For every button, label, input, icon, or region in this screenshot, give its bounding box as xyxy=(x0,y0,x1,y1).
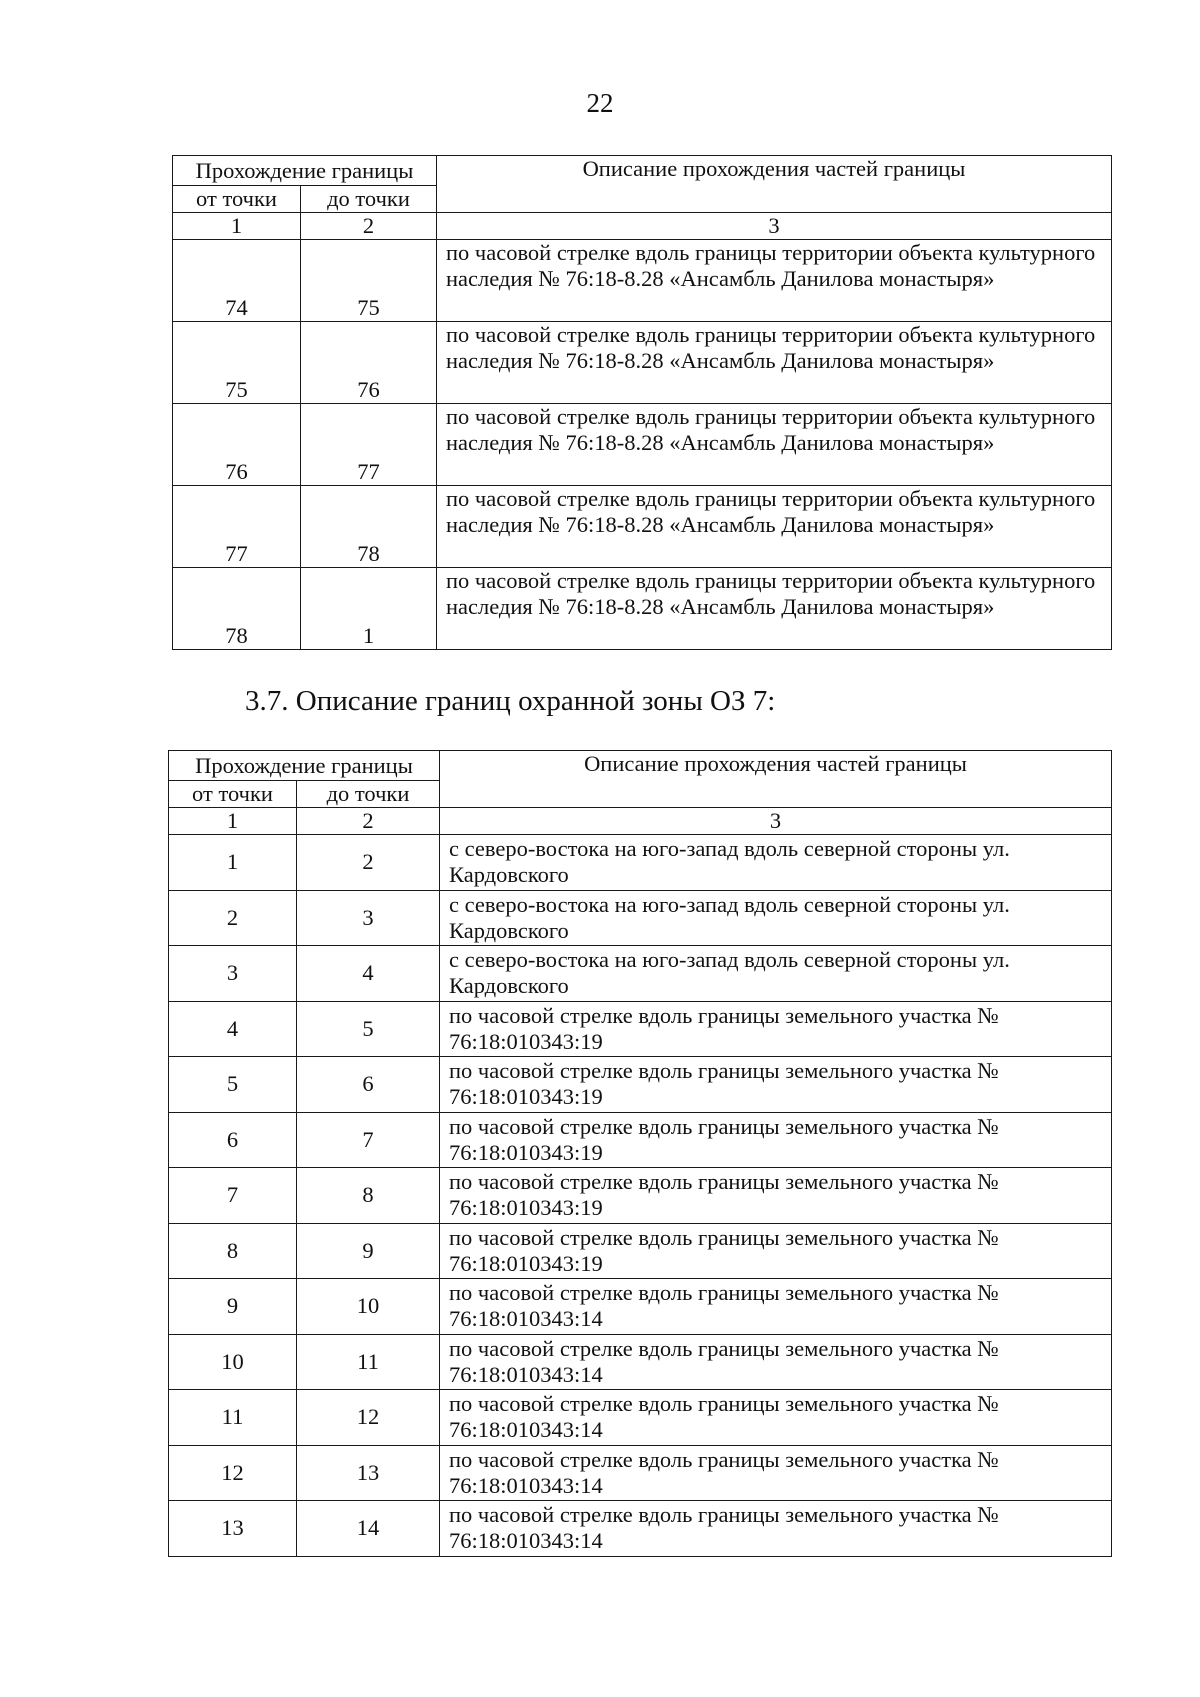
section-heading: 3.7. Описание границ охранной зоны ОЗ 7: xyxy=(245,685,776,717)
header-description: Описание прохождения частей границы xyxy=(437,156,1112,213)
description-cell: с северо-востока на юго-запад вдоль северной стороны ул. Кардовского xyxy=(440,946,1112,1002)
column-number: 1 xyxy=(173,213,301,240)
to-point-cell: 77 xyxy=(301,404,437,486)
to-point-cell: 7 xyxy=(297,1112,440,1168)
column-number: 3 xyxy=(440,808,1112,835)
column-number: 3 xyxy=(437,213,1112,240)
from-point-cell: 6 xyxy=(169,1112,297,1168)
to-point-cell: 76 xyxy=(301,322,437,404)
table-row xyxy=(173,568,1112,650)
column-number: 1 xyxy=(169,808,297,835)
to-point-cell: 2 xyxy=(297,835,440,891)
from-point-cell: 13 xyxy=(169,1501,297,1557)
table-row xyxy=(173,322,1112,404)
to-point-cell: 5 xyxy=(297,1001,440,1057)
description-cell: с северо-востока на юго-запад вдоль северной стороны ул. Кардовского xyxy=(440,890,1112,946)
from-point-cell: 7 xyxy=(169,1168,297,1224)
description-cell: по часовой стрелке вдоль границы земельного участка № 76:18:010343:14 xyxy=(440,1445,1112,1501)
description-cell: по часовой стрелке вдоль границы территории объекта культурного наследия № 76:18-8.28 «Ансамбль Данилова монастыря» xyxy=(437,322,1112,404)
header-description: Описание прохождения частей границы xyxy=(440,751,1112,808)
description-cell: по часовой стрелке вдоль границы земельного участка № 76:18:010343:14 xyxy=(440,1390,1112,1446)
to-point-cell: 1 xyxy=(301,568,437,650)
table-row xyxy=(169,1501,1112,1557)
to-point-cell: 10 xyxy=(297,1279,440,1335)
from-point-cell: 12 xyxy=(169,1445,297,1501)
boundary-table-2 xyxy=(168,750,1112,1557)
description-cell: по часовой стрелке вдоль границы земельного участка № 76:18:010343:14 xyxy=(440,1279,1112,1335)
description-cell: по часовой стрелке вдоль границы земельного участка № 76:18:010343:19 xyxy=(440,1057,1112,1113)
column-number: 2 xyxy=(301,213,437,240)
table-row xyxy=(169,1445,1112,1501)
table-row xyxy=(173,240,1112,322)
description-cell: по часовой стрелке вдоль границы территории объекта культурного наследия № 76:18-8.28 «Ансамбль Данилова монастыря» xyxy=(437,404,1112,486)
description-cell: по часовой стрелке вдоль границы земельного участка № 76:18:010343:14 xyxy=(440,1334,1112,1390)
table-row xyxy=(169,1168,1112,1224)
from-point-cell: 75 xyxy=(173,322,301,404)
header-from-point: от точки xyxy=(169,781,297,808)
table-row xyxy=(173,486,1112,568)
from-point-cell: 76 xyxy=(173,404,301,486)
description-cell: по часовой стрелке вдоль границы земельного участка № 76:18:010343:19 xyxy=(440,1001,1112,1057)
to-point-cell: 11 xyxy=(297,1334,440,1390)
from-point-cell: 5 xyxy=(169,1057,297,1113)
table-row xyxy=(169,1334,1112,1390)
description-cell: с северо-востока на юго-запад вдоль северной стороны ул. Кардовского xyxy=(440,835,1112,891)
to-point-cell: 6 xyxy=(297,1057,440,1113)
description-cell: по часовой стрелке вдоль границы земельного участка № 76:18:010343:19 xyxy=(440,1168,1112,1224)
header-from-point: от точки xyxy=(173,186,301,213)
to-point-cell: 3 xyxy=(297,890,440,946)
description-cell: по часовой стрелке вдоль границы земельного участка № 76:18:010343:19 xyxy=(440,1112,1112,1168)
to-point-cell: 9 xyxy=(297,1223,440,1279)
table-row xyxy=(169,946,1112,1002)
to-point-cell: 8 xyxy=(297,1168,440,1224)
description-cell: по часовой стрелке вдоль границы территории объекта культурного наследия № 76:18-8.28 «Ансамбль Данилова монастыря» xyxy=(437,240,1112,322)
table-header-row xyxy=(173,156,1112,186)
header-to-point: до точки xyxy=(297,781,440,808)
header-passage: Прохождение границы xyxy=(169,751,440,781)
table-row xyxy=(169,835,1112,891)
to-point-cell: 75 xyxy=(301,240,437,322)
from-point-cell: 78 xyxy=(173,568,301,650)
to-point-cell: 78 xyxy=(301,486,437,568)
description-cell: по часовой стрелке вдоль границы территории объекта культурного наследия № 76:18-8.28 «Ансамбль Данилова монастыря» xyxy=(437,568,1112,650)
page-number: 22 xyxy=(586,88,614,118)
table-row xyxy=(173,404,1112,486)
column-number-row xyxy=(169,808,1112,835)
column-number: 2 xyxy=(297,808,440,835)
table-row xyxy=(169,1057,1112,1113)
column-number-row xyxy=(173,213,1112,240)
to-point-cell: 12 xyxy=(297,1390,440,1446)
table-row xyxy=(169,1112,1112,1168)
from-point-cell: 2 xyxy=(169,890,297,946)
to-point-cell: 13 xyxy=(297,1445,440,1501)
description-cell: по часовой стрелке вдоль границы земельного участка № 76:18:010343:19 xyxy=(440,1223,1112,1279)
header-to-point: до точки xyxy=(301,186,437,213)
header-passage: Прохождение границы xyxy=(173,156,437,186)
description-cell: по часовой стрелке вдоль границы территории объекта культурного наследия № 76:18-8.28 «Ансамбль Данилова монастыря» xyxy=(437,486,1112,568)
from-point-cell: 10 xyxy=(169,1334,297,1390)
from-point-cell: 9 xyxy=(169,1279,297,1335)
table-row xyxy=(169,1001,1112,1057)
from-point-cell: 3 xyxy=(169,946,297,1002)
table-row xyxy=(169,890,1112,946)
to-point-cell: 4 xyxy=(297,946,440,1002)
table-row xyxy=(169,1279,1112,1335)
from-point-cell: 1 xyxy=(169,835,297,891)
boundary-table-1 xyxy=(172,155,1112,650)
from-point-cell: 74 xyxy=(173,240,301,322)
from-point-cell: 77 xyxy=(173,486,301,568)
from-point-cell: 4 xyxy=(169,1001,297,1057)
table-row xyxy=(169,1390,1112,1446)
table-header-row xyxy=(169,751,1112,781)
to-point-cell: 14 xyxy=(297,1501,440,1557)
from-point-cell: 8 xyxy=(169,1223,297,1279)
description-cell: по часовой стрелке вдоль границы земельного участка № 76:18:010343:14 xyxy=(440,1501,1112,1557)
table-row xyxy=(169,1223,1112,1279)
from-point-cell: 11 xyxy=(169,1390,297,1446)
